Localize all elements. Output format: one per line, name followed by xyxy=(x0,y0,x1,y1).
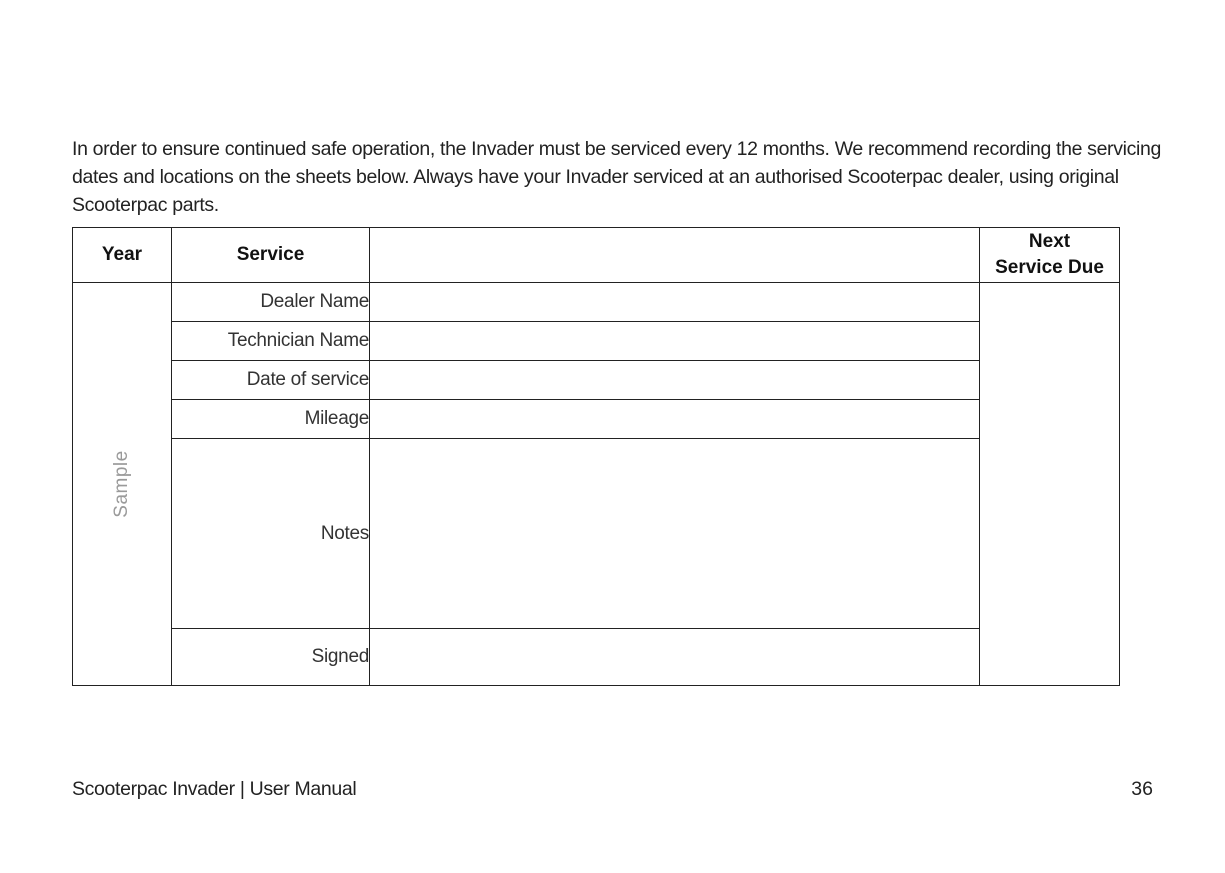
service-record-table xyxy=(72,227,1120,686)
row-label-date-of-service: Date of service xyxy=(172,361,370,400)
table-row xyxy=(73,400,1120,439)
next-service-due-line2: Service Due xyxy=(995,257,1104,278)
table-row xyxy=(73,629,1120,686)
footer-title: Scooterpac Invader | User Manual xyxy=(72,778,357,800)
intro-paragraph: In order to ensure continued safe operation, the Invader must be serviced every 12 months. We recommend recording the servicing dates and locations on the sheets below. Always have your Invader serviced at an authorised Scooterpac dealer, using original Scooterpac parts. xyxy=(72,137,1161,216)
dealer-name-field xyxy=(370,283,980,322)
row-label-signed: Signed xyxy=(172,629,370,686)
row-label-mileage: Mileage xyxy=(172,400,370,439)
year-value: Sample xyxy=(111,450,132,518)
next-service-due-line1: Next xyxy=(1028,231,1071,252)
mileage-field xyxy=(370,400,980,439)
page-number: 36 xyxy=(1131,778,1153,800)
notes-field xyxy=(370,439,980,629)
row-label-notes: Notes xyxy=(172,439,370,629)
details-header xyxy=(370,228,980,283)
year-cell xyxy=(73,283,172,686)
table-row xyxy=(73,322,1120,361)
year-header: Year xyxy=(73,228,172,283)
technician-name-field xyxy=(370,322,980,361)
service-header: Service xyxy=(172,228,370,283)
row-label-technician-name: Technician Name xyxy=(172,322,370,361)
next-service-due-cell xyxy=(980,283,1120,686)
next-service-due-header xyxy=(980,228,1120,283)
table-header-row xyxy=(73,228,1120,283)
row-label-dealer-name: Dealer Name xyxy=(172,283,370,322)
table-row xyxy=(73,361,1120,400)
signed-field xyxy=(370,629,980,686)
table-row xyxy=(73,283,1120,322)
table-row xyxy=(73,439,1120,629)
date-of-service-field xyxy=(370,361,980,400)
